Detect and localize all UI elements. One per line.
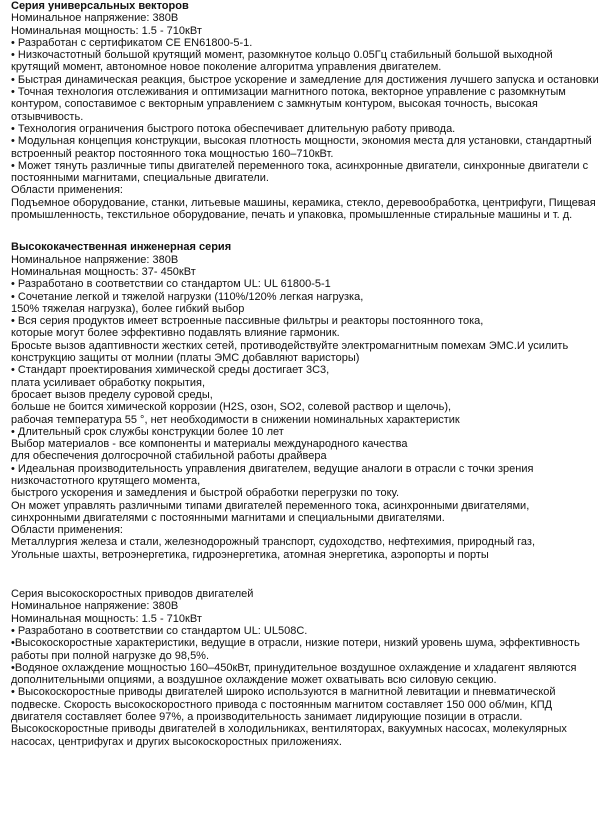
text-line: • Стандарт проектирования химической среды достигает 3С3,: [11, 364, 330, 377]
section-engineering-series: [11, 241, 599, 561]
text-line: бросает вызов пределу суровой среды,: [11, 388, 213, 401]
bullet-item: • Разработано в соответствии со стандартом UL: UL508C.: [11, 624, 308, 637]
rated-power: Номинальная мощность: 1.5 - 710кВт: [11, 612, 202, 625]
bullet-item: • Высокоскоростные приводы двигателей широко используются в магнитной левитации и пневматической подвеске. Скорость высокоскоростного привода с постоянным магнитом составляет 150 000 об/мин, КПД двигателя составляет более 97%, а производительность занимает лидирующие позиции в отрасли.: [11, 686, 556, 724]
section-title: Серия универсальных векторов: [11, 0, 189, 12]
rated-voltage: Номинальное напряжение: 380В: [11, 600, 179, 613]
text-line: низкочастотного крутящего момента,: [11, 474, 201, 487]
applications-text: Металлургия железа и стали, железнодорожный транспорт, судоходство, нефтехимия, природный газ,: [11, 536, 536, 549]
text-line: для обеспечения долгосрочной стабильной работы драйвера: [11, 450, 327, 463]
text-line: Он может управлять различными типами двигателей переменного тока, асинхронными двигателями,: [11, 499, 530, 512]
bullet-item: • Низкочастотный большой крутящий момент, разомкнутое кольцо 0.05Гц стабильный большой выходной крутящий момент, автономное новое поколение алгоритма управления двигателем.: [11, 49, 553, 74]
bullet-item: • Разработан с сертификатом CE EN61800-5-1.: [11, 36, 253, 49]
bullet-item: •Высокоскоростные характеристики, ведущие в отрасли, низкие потери, низкий уровень шума, эффективность работы при полной нагрузке до 98,5%.: [11, 637, 580, 662]
bullet-item: • Быстрая динамическая реакция, быстрое ускорение и замедление для достижения лучшего запуска и остановки: [11, 73, 599, 86]
text-line: Выбор материалов - все компоненты и материалы международного качества: [11, 438, 408, 451]
bullet-item: • Точная технология отслеживания и оптимизации магнитного потока, векторное управление с разомкнутым контуром, сопоставимое с векторным управлением с замкнутым контуром, высокая точность, высокая отзывчивость.: [11, 86, 566, 123]
text-paragraph: Высокоскоростные приводы двигателей в холодильниках, вентиляторах, вакуумных насосах, молекулярных насосах, центрифугах и других высокоскоростных приложениях.: [11, 723, 567, 748]
bullet-item: • Может тянуть различные типы двигателей переменного тока, асинхронные двигатели, синхронные двигатели с постоянными магнитами, специальные двигатели.: [11, 159, 589, 185]
rated-voltage: Номинальное напряжение: 380В: [11, 12, 179, 25]
text-line: • Разработано в соответствии со стандартом UL: UL 61800-5-1: [11, 278, 331, 291]
bullet-item: • Модульная концепция конструкции, высокая плотность мощности, экономия места для установки, стандартный встроенный реактор постоянного тока мощностью 160–710кВт.: [11, 135, 592, 160]
text-line: плата усиливает обработку покрытия,: [11, 376, 206, 389]
section-title: Серия высокоскоростных приводов двигателей: [11, 588, 254, 601]
text-line: • Идеальная производительность управления двигателем, ведущие аналоги в отрасли с точки зрения: [11, 462, 534, 475]
section-high-speed-drives: [11, 588, 599, 748]
text-line: • Сочетание легкой и тяжелой нагрузки (110%/120% легкая нагрузка,: [11, 290, 364, 303]
text-line: 150% тяжелая нагрузка), более гибкий выбор: [11, 302, 245, 315]
rated-power: Номинальная мощность: 1.5 - 710кВт: [11, 24, 202, 37]
text-line: • Длительный срок службы конструкции более 10 лет: [11, 425, 284, 438]
bullet-item: •Водяное охлаждение мощностью 160–450кВт, принудительное воздушное охлаждение и хладагент являются дополнительными опциями, а воздушное охлаждение может охватывать всю силовую секцию.: [11, 661, 577, 687]
rated-voltage: Номинальное напряжение: 380В: [11, 253, 179, 266]
applications-heading: Области применения:: [11, 184, 123, 197]
text-line: Бросьте вызов адаптивности жестких сетей, противодействуйте электромагнитным помехам ЭМС.И усилить: [11, 339, 569, 352]
applications-text: Угольные шахты, ветроэнергетика, гидроэнергетика, атомная энергетика, аэропорты и порты: [11, 548, 489, 561]
text-line: конструкцию защиты от молнии (платы ЭМС добавляют варисторы): [11, 352, 360, 365]
text-line: • Вся серия продуктов имеет встроенные пассивные фильтры и реакторы постоянного тока,: [11, 315, 484, 328]
text-line: рабочая температура 55 °, нет необходимости в снижении номинальных характеристик: [11, 413, 460, 426]
applications-text: Подъемное оборудование, станки, литьевые машины, керамика, стекло, деревообработка, центрифуги, Пищевая промышленность, текстильное оборудование, печать и упаковка, промышленные стиральные машины и т. д.: [11, 196, 596, 222]
section-title: Высококачественная инженерная серия: [11, 241, 232, 254]
text-line: быстрого ускорения и замедления и быстрой обработки перегрузки по току.: [11, 487, 399, 500]
text-line: которые могут более эффективно подавлять влияние гармоник.: [11, 327, 340, 340]
section-universal-vector: [11, 0, 599, 221]
bullet-item: • Технология ограничения быстрого потока обеспечивает длительную работу привода.: [11, 122, 456, 135]
applications-heading: Области применения:: [11, 524, 123, 537]
rated-power: Номинальная мощность: 37- 450кВт: [11, 265, 196, 278]
text-line: больше не боится химической коррозии (H2S, озон, SO2, солевой раствор и щелочь),: [11, 401, 452, 414]
text-line: синхронными двигателями с постоянными магнитами и специальными двигателями.: [11, 511, 445, 524]
